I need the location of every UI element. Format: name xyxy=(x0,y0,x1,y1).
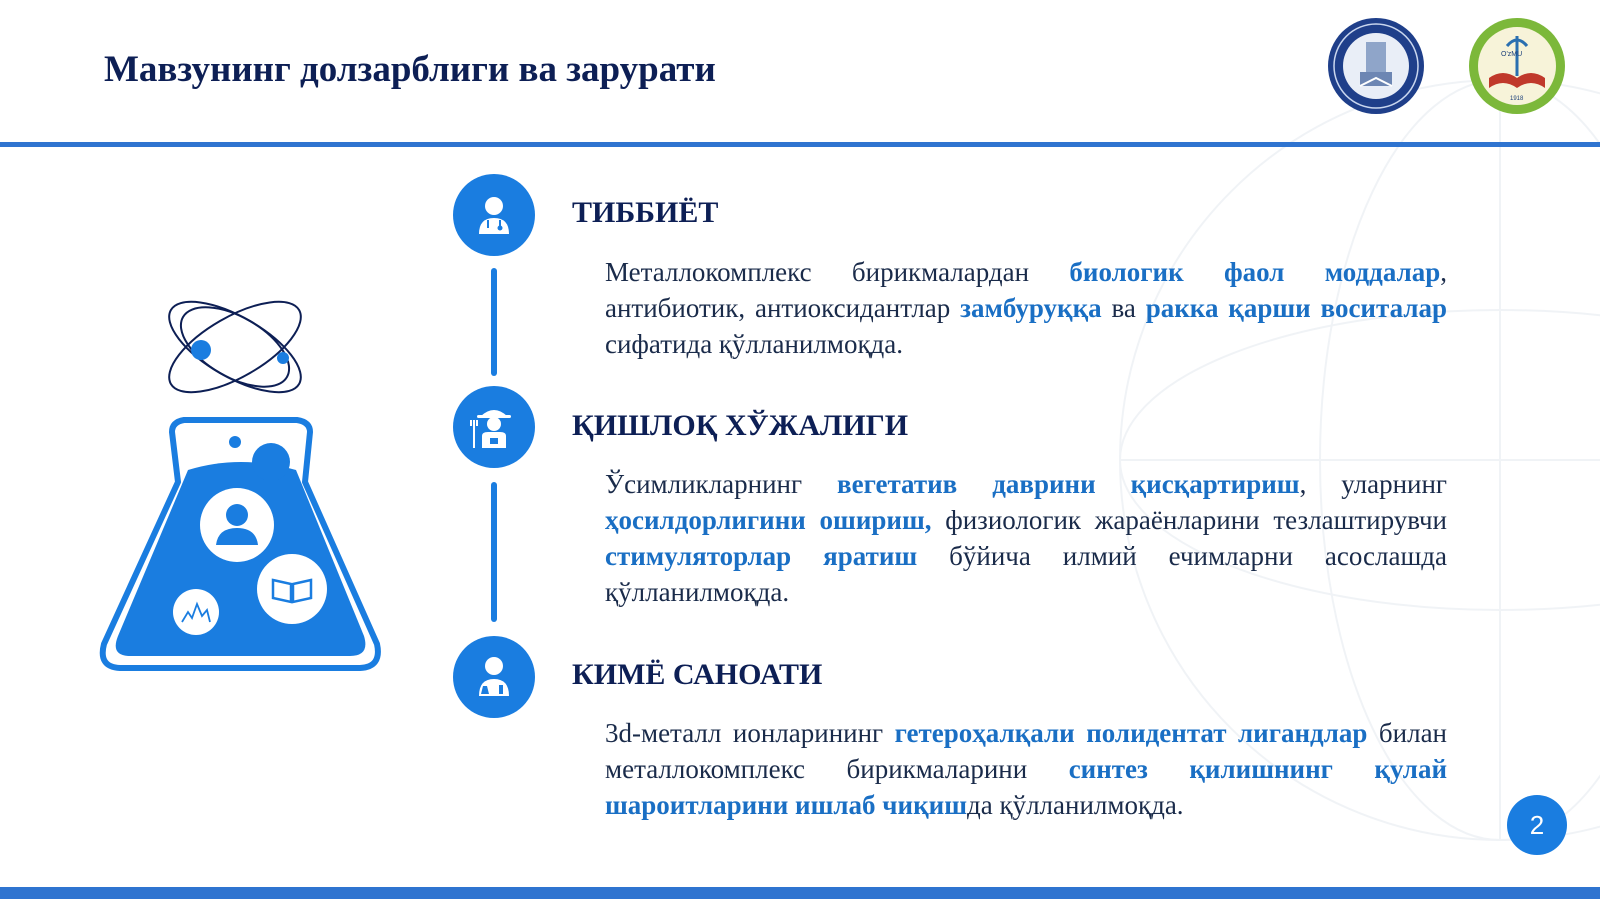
university-seal-icon xyxy=(1326,16,1426,116)
section-text-chemical-industry xyxy=(605,715,1447,823)
graph-icon xyxy=(173,589,219,635)
text-fragment: билан металлокомплекс бирикмаларини xyxy=(605,718,1448,784)
highlighted-phrase: синтез қилишнинг қулай шароитларини ишлаб чиқиш xyxy=(605,754,1447,820)
text-fragment: , уларнинг xyxy=(1299,469,1447,499)
section-text-medicine xyxy=(605,254,1447,362)
text-fragment: физиологик жараёнларини тезлаштирувчи xyxy=(931,505,1447,535)
highlighted-phrase: ракка қарши воситалар xyxy=(1145,293,1447,323)
header-divider xyxy=(0,142,1600,147)
section-title-agriculture: ҚИШЛОҚ ХЎЖАЛИГИ xyxy=(572,409,909,442)
text-fragment: Металлокомплекс бирикмалардан xyxy=(605,257,1070,287)
atom-icon xyxy=(156,284,314,410)
page-number-badge: 2 xyxy=(1507,795,1567,855)
text-fragment: , антибиотик, антиоксидантлар xyxy=(605,257,1447,323)
text-fragment: да қўлланилмоқда. xyxy=(966,790,1184,820)
doctor-icon xyxy=(453,174,535,256)
person-icon xyxy=(200,488,274,562)
highlighted-phrase: ҳосилдорлигини ошириш, xyxy=(605,505,932,535)
text-fragment: бўйича илмий ечимларни асослашда қўлланилмоқда. xyxy=(605,541,1447,607)
emblem-inscription-year: 1918 xyxy=(1510,96,1524,102)
highlighted-phrase: замбуруққа xyxy=(960,293,1102,323)
highlighted-phrase: гетероҳалқали полидентат лигандлар xyxy=(894,718,1368,748)
text-fragment: 3d-металл ионларининг xyxy=(605,718,895,748)
text-fragment: Ўсимликларнинг xyxy=(605,469,838,499)
text-fragment: ва xyxy=(1101,293,1146,323)
section-text-agriculture xyxy=(605,466,1447,610)
chemist-icon xyxy=(453,636,535,718)
flask-illustration xyxy=(92,282,392,692)
book-icon xyxy=(257,554,327,624)
section-title-chemical-industry: КИМЁ САНОАТИ xyxy=(572,658,823,691)
section-title-medicine: ТИББИЁТ xyxy=(572,196,719,229)
highlighted-phrase: стимуляторлар яратиш xyxy=(605,541,918,571)
text-fragment: сифатида қўлланилмоқда. xyxy=(605,329,904,359)
slide-title: Мавзунинг долзарблиги ва зарурати xyxy=(104,49,716,90)
timeline-connector xyxy=(491,482,497,622)
highlighted-phrase: вегетатив даврини қисқартириш xyxy=(837,469,1300,499)
highlighted-phrase: биологик фаол моддалар xyxy=(1069,257,1441,287)
faculty-emblem-icon xyxy=(1467,16,1567,116)
farmer-icon xyxy=(453,386,535,468)
emblem-inscription-top: O'zMU xyxy=(1501,51,1523,58)
timeline-connector xyxy=(491,268,497,376)
footer-bar xyxy=(0,887,1600,899)
